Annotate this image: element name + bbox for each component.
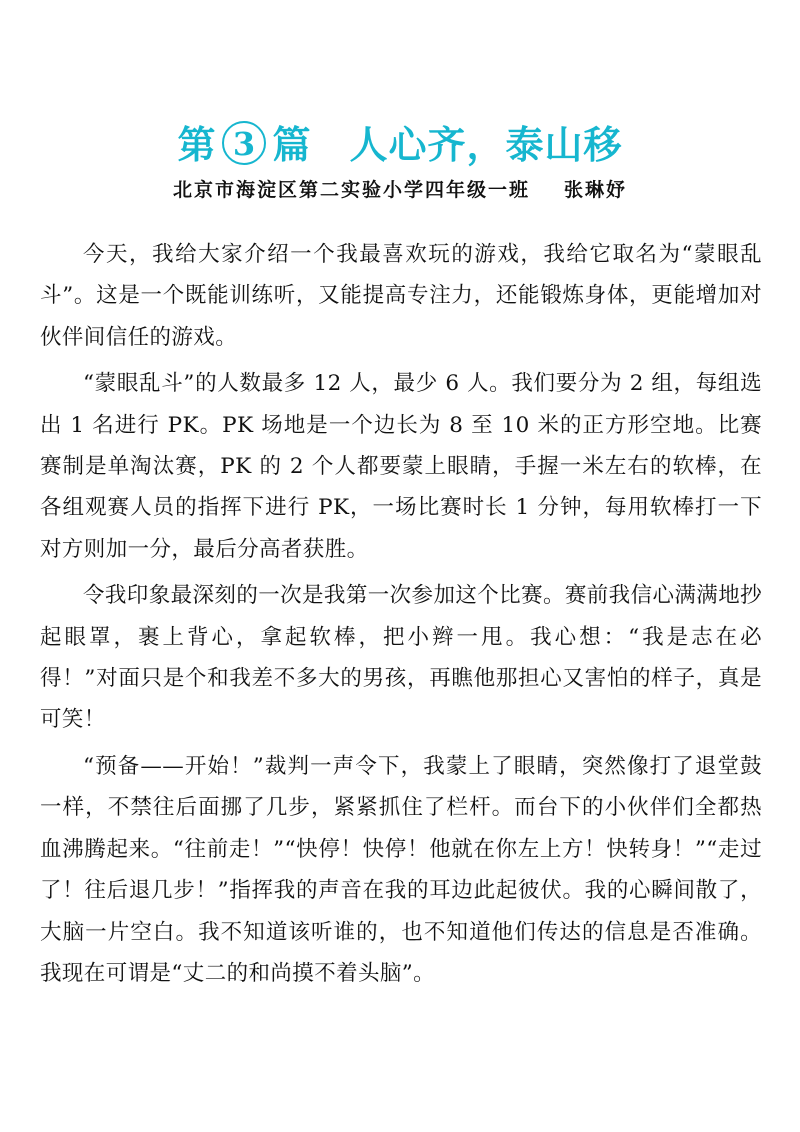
paragraph-4: “预备——开始！”裁判一声令下，我蒙上了眼睛，突然像打了退堂鼓一样，不禁往后面挪了几步，紧紧抓住了栏杆。而台下的小伙伴们全都热血沸腾起来。“往前走！”“快停！快停！他就在你左上方！快转身！”“走过了！往后退几步！”指挥我的声音在我的耳边此起彼伏。我的心瞬间散了，大脑一片空白。我不知道该听谁的，也不知道他们传达的信息是否准确。我现在可谓是“丈二的和尚摸不着头脑”。 <box>40 753 762 986</box>
title-prefix: 第 <box>177 123 217 168</box>
author-line <box>0 176 800 204</box>
title-suffix: 篇 <box>272 123 312 168</box>
paragraph-3: 令我印象最深刻的一次是我第一次参加这个比赛。赛前我信心满满地抄起眼罩，裹上背心，拿起软棒，把小辫一甩。我心想：“我是志在必得！”对面只是个和我差不多大的男孩，再瞧他那担心又害怕的样子，真是可笑！ <box>40 583 762 733</box>
author-name: 张琳妤 <box>564 179 628 201</box>
article-title <box>0 117 800 173</box>
paragraph-2: “蒙眼乱斗”的人数最多 12 人，最少 6 人。我们要分为 2 组，每组选出 1 名进行 PK。PK 场地是一个边长为 8 至 10 米的正方形空地。比赛赛制是单淘汰赛，PK 的 2 个人都要蒙上眼睛，手握一米左右的软棒，在各组观赛人员的指挥下进行 PK，一场比赛时长 1 分钟，每用软棒打一下对方则加一分，最后分高者获胜。 <box>40 371 762 562</box>
article-body <box>40 234 762 999</box>
author-school: 北京市海淀区第二实验小学四年级一班 <box>172 179 530 201</box>
article-number-badge: 3 <box>222 121 266 165</box>
title-main: 人心齐，泰山移 <box>349 123 623 168</box>
paragraph-1: 今天，我给大家介绍一个我最喜欢玩的游戏，我给它取名为“蒙眼乱斗”。这是一个既能训练听，又能提高专注力，还能锻炼身体，更能增加对伙伴间信任的游戏。 <box>40 242 762 350</box>
